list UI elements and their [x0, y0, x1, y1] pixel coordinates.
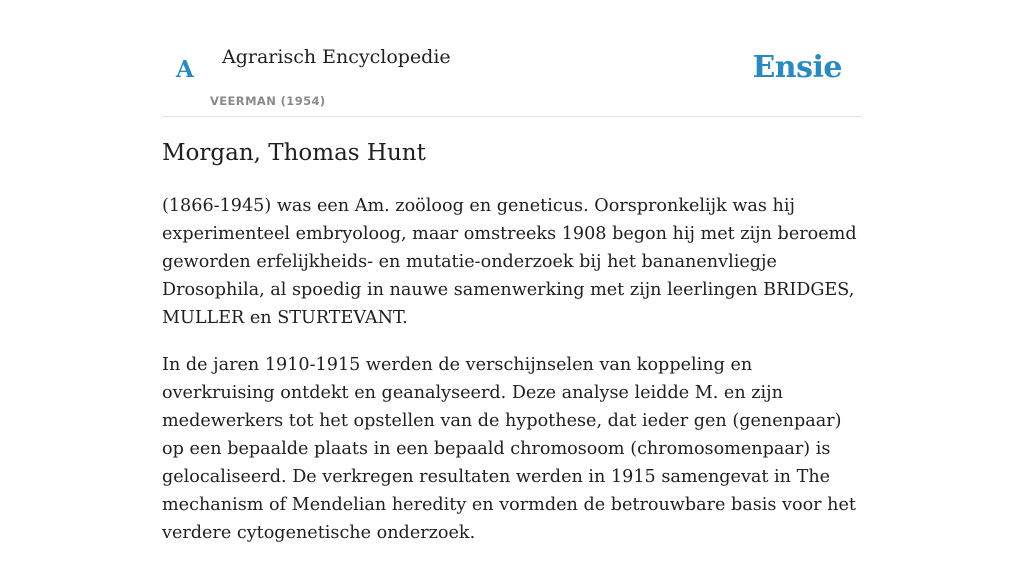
ensie-brand-link[interactable]: Ensie	[752, 50, 842, 85]
encyclopedia-logo-link[interactable]: A	[176, 56, 194, 83]
article-paragraph: In de jaren 1910-1915 werden de verschijnselen van koppeling en overkruising ontdekt en geanalyseerd. Deze analyse leidde M. en zijn medewerkers tot het opstellen van de hypothese, dat ieder gen (genenpaar) op een bepaalde plaats in een bepaald chromosoom (chromosomenpaar) is gelocaliseerd. De verkregen resultaten werden in 1915 samengevat in The mechanism of Mendelian heredity en vormden de betrouwbare basis voor het verdere cytogenetische onderzoek.	[162, 355, 856, 543]
site-header	[162, 0, 862, 117]
article-title: Morgan, Thomas Hunt	[162, 140, 426, 166]
article-body	[162, 192, 862, 566]
article-paragraph: (1866-1945) was een Am. zoöloog en geneticus. Oorspronkelijk was hij experimenteel embryoloog, maar omstreeks 1908 begon hij met zijn beroemd geworden erfelijkheids- en mutatie-onderzoek bij het bananenvliegje Drosophila, al spoedig in nauwe samenwerking met zijn leerlingen BRIDGES, MULLER en STURTEVANT.	[162, 196, 857, 328]
page	[162, 0, 862, 543]
edition-label: VEERMAN (1954)	[210, 94, 326, 108]
encyclopedia-title: Agrarisch Encyclopedie	[222, 46, 451, 68]
